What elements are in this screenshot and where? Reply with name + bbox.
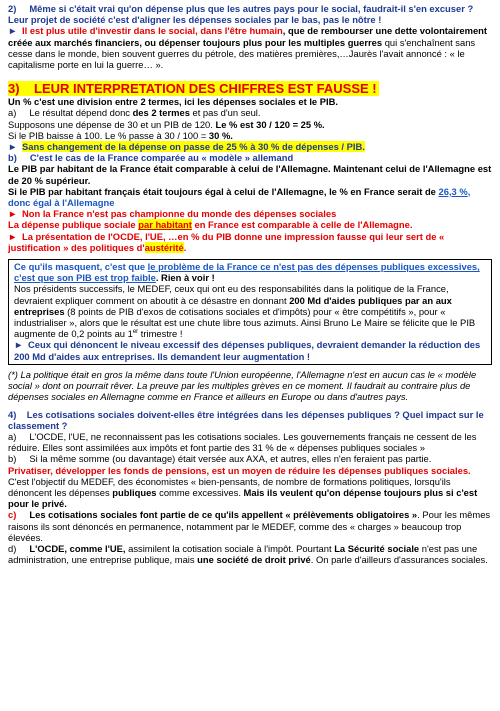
section-3-item-a: a) Le résultat dépend donc des 2 termes et pas d'un seul.: [8, 107, 261, 119]
box-intro: Ce qu'ils masquent, c'est que le problème de la France ce n'est pas des dépenses publiques excessives, c'est que son PIB est trop faible. Rien à voir !: [14, 261, 480, 284]
right-triangle-icon: ►: [8, 141, 18, 153]
section-3-gdp-hypothesis: Si le PIB par habitant français était toujours égal à celui de l'Allemagne, le % en France serait de 26,3 %, donc égal à l'Allemagne: [8, 185, 471, 209]
point-2-text: Même si c'était vrai qu'on dépense plus que les autres pays pour le social, faudrait-il s'en excuser ? Leur projet de société c'est d'aligner les dépenses sociales par le bas, pas le nôtre !: [8, 3, 474, 26]
right-triangle-icon: ►: [14, 339, 24, 351]
section-3-example-1: Supposons une dépense de 30 et un PIB de 120. Le % est 30 / 120 = 25 %.: [8, 118, 325, 130]
section-4-item-b: b) Si la même somme (ou davantage) était versée aux AXA, et autres, elles n'en feraient pas partie.: [8, 453, 432, 465]
section-3-oecd: ► La présentation de l'OCDE, l'UE, …en % du PIB donne une impression fausse qui leur sert de « justification » des politiques d'austérité.: [8, 230, 445, 253]
section-3-title: 3) LEUR INTERPRETATION DES CHIFFRES EST FAUSSE !: [8, 81, 377, 97]
section-4-item-a: a) L'OCDE, l'UE, ne reconnaissent pas les cotisations sociales. Les gouvernements français ne cessent de les réduire. Elles sont assimilées aux impôts et font partie des 31 % de « dépenses publiques sociales »: [8, 430, 477, 454]
right-triangle-icon: ►: [8, 208, 18, 220]
highlight-box: [8, 259, 492, 365]
section-3-example-2: Si le PIB baisse à 100. Le % passe à 30 / 100 = 30 %.: [8, 129, 233, 141]
section-3-conclusion: ► Sans changement de la dépense on passe de 25 % à 30 % de dépenses / PIB.: [8, 141, 365, 153]
section-3-gdp-compare: Le PIB par habitant de la France était comparable à celui de l'Allemagne. Maintenant celui de l'Allemagne est de 20 % supérieur.: [8, 163, 492, 186]
invest-highlight: Il est plus utile d'investir dans le social, dans l'être humain: [22, 25, 283, 37]
right-triangle-icon: ►: [8, 25, 18, 37]
paragraph-invest: [8, 25, 492, 70]
section-3-heading: [8, 76, 492, 96]
section-4-title: 4) Les cotisations sociales doivent-elles être intégrées dans les dépenses publiques ? Quel impact sur le classement ?: [8, 408, 484, 431]
section-3-item-b: b) C'est le cas de la France comparée au « modèle » allemand: [8, 152, 294, 164]
point-number: 2): [8, 3, 17, 14]
paragraph-point-2: [8, 3, 492, 25]
invest-text-bold: , que de rembourser une dette volontairement créée aux marchés financiers, ou dépenser toujours plus pour les multiples guerres: [8, 25, 488, 48]
invest-text: qui s'enchaînent sans cesse dans le monde, bien souvent guerres du pétrole, des matières premières,…Jaurès l'avait annoncé : « le capitalisme porte en lui la guerre… ».: [8, 36, 476, 71]
box-body: Nos présidents successifs, le MEDEF, ceux qui ont eu des responsabilités dans la politique de la France, devraient expliquer comment on aboutit à ce désastre en donnant 200 Md d'aides publiques par an aux entreprises (8 points de PIB d'exos de cotisations sociales et d'impôts) pour « être compétitifs », pour « industrialiser », alors que le résultat est une chute libre tous azimuts. Ainsi Bruno Le Maire se félicite que le PIB augmente de 0,2 points au 1er trimestre !: [14, 283, 476, 340]
section-4-item-c: c) Les cotisations sociales font partie de ce qu'ils appellent « prélèvements obligatoires ». Pour les mêmes raisons ils sont dénoncés en permanence, notamment par le MEDEF, comme des « charges » beaucoup trop élevées.: [8, 509, 491, 543]
section-3-not-champion: ► Non la France n'est pas championne du monde des dépenses sociales: [8, 208, 337, 220]
section-4-medef: C'est l'objectif du MEDEF, des économistes « bien-pensants, de nombre de formations politiques, lorsqu'ils dénoncent les dépenses publiques comme excessives. Mais ils veulent qu'on dépense toujours plus si c'est pour le privé.: [8, 475, 478, 510]
footnote: (*) La politique était en gros la même dans toute l'Union européenne, l'Allemagne n'est en aucun cas le « modèle social » dont on pourrait rêver. La preuve par les multiples grèves en ce moment. Il faudrait au contraire plus de dépenses sociales en Allemagne comme en France et ailleurs en Europe ou dans d'autres pays.: [8, 368, 477, 403]
section-4-privatise: Privatiser, développer les fonds de pensions, est un moyen de réduire les dépenses publiques sociales.: [8, 464, 471, 476]
section-4-item-d: d) L'OCDE, comme l'UE, assimilent la cotisation sociale à l'impôt. Pourtant La Sécurité sociale n'est pas une administration, une entreprise publique, mais une société de droit privé. On parle d'ailleurs d'assurances sociales.: [8, 542, 488, 566]
right-triangle-icon: ►: [8, 230, 18, 242]
section-3-per-capita: La dépense publique sociale par habitant en France est comparable à celle de l'Allemagne.: [8, 219, 413, 231]
box-conclusion: ► Ceux qui dénoncent le niveau excessif des dépenses publiques, devraient demander la réduction des 200 Md d'aides aux entreprises. Ils demandent leur augmentation !: [14, 339, 481, 362]
section-3-line-1: Un % c'est une division entre 2 termes, ici les dépenses sociales et le PIB.: [8, 96, 338, 108]
